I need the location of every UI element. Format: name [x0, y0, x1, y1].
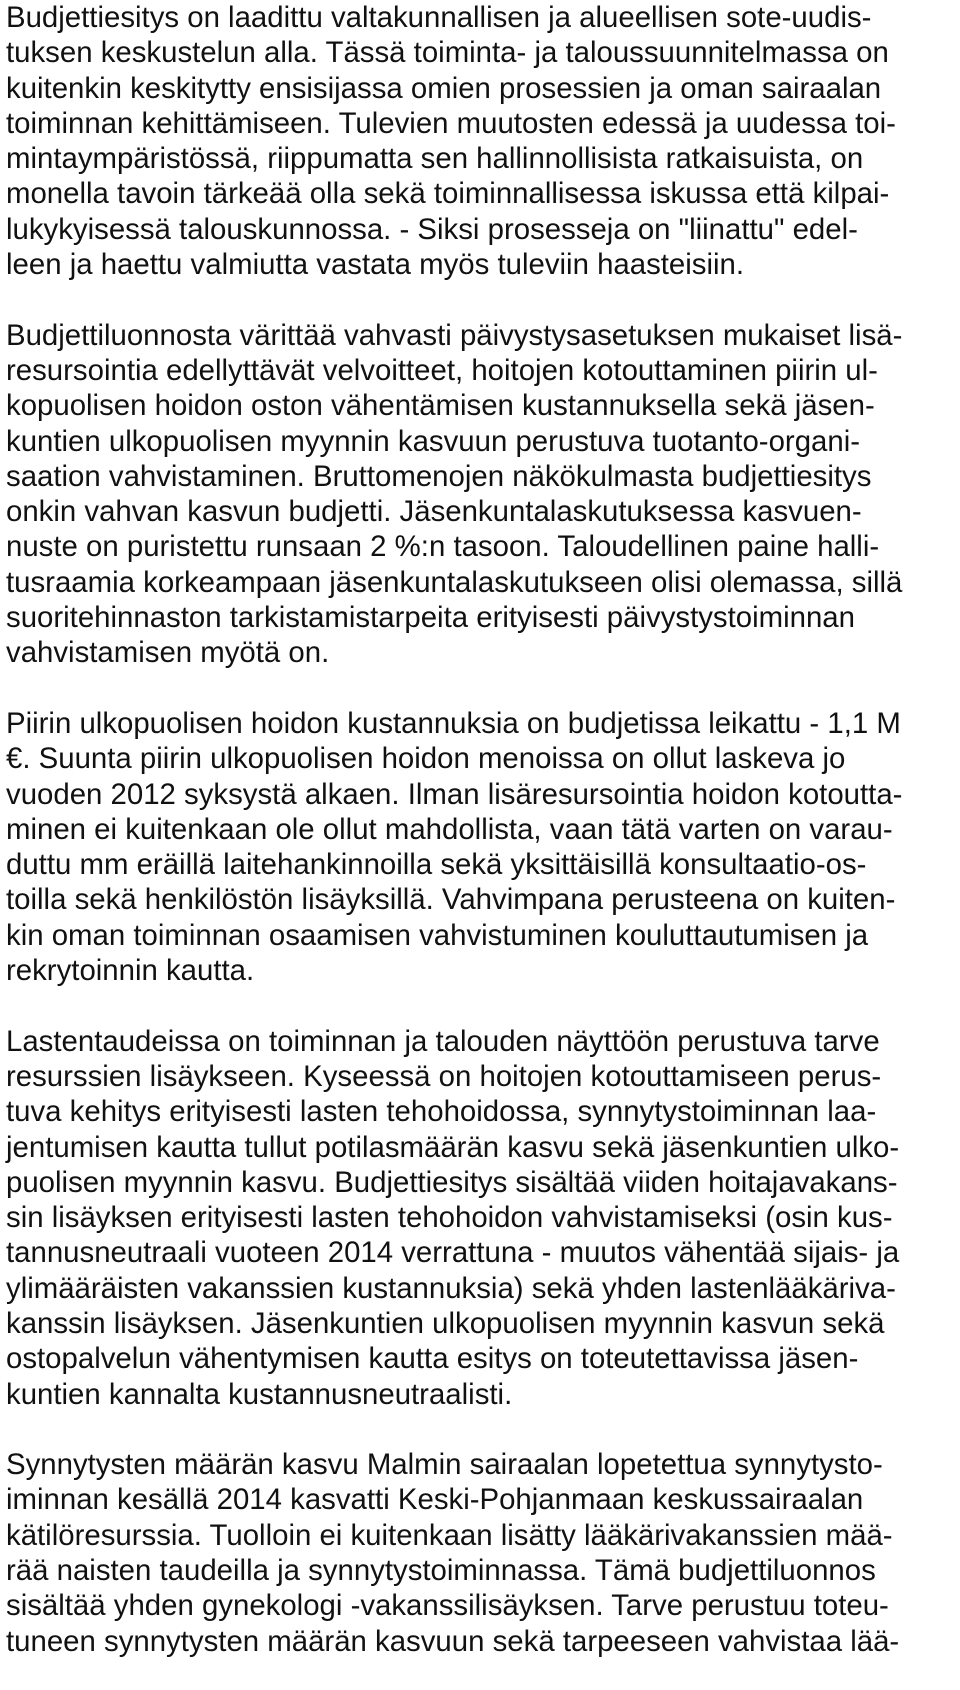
paragraph-line: vahvistamisen myötä on. — [6, 636, 330, 670]
paragraph-line: tuksen keskustelun alla. Tässä toiminta- ja taloussuunnitelmassa on — [6, 36, 889, 70]
paragraph-line: ylimääräisten vakanssien kustannuksia) sekä yhden lastenlääkäriva- — [6, 1271, 896, 1305]
paragraph-line: lukykyisessä talouskunnossa. - Siksi prosesseja on "liinattu" edel- — [6, 212, 858, 246]
paragraph-line: Synnytysten määrän kasvu Malmin sairaalan lopetettua synnytysto- — [6, 1448, 883, 1482]
paragraph-line: Budjettiluonnosta värittää vahvasti päivystysasetuksen mukaiset lisä- — [6, 318, 903, 352]
paragraph-line: rää naisten taudeilla ja synnytystoiminnassa. Tämä budjettiluonnos — [6, 1554, 876, 1588]
body-paragraph — [6, 1024, 960, 1412]
paragraph-line: sin lisäyksen erityisesti lasten tehohoidon vahvistamiseksi (osin kus- — [6, 1201, 893, 1235]
paragraph-line: Lastentaudeissa on toiminnan ja talouden näyttöön perustuva tarve — [6, 1024, 880, 1058]
paragraph-line: Budjettiesitys on laadittu valtakunnallisen ja alueellisen sote-uudis- — [6, 1, 872, 34]
body-paragraph — [6, 706, 960, 988]
body-paragraph — [6, 318, 960, 671]
paragraph-line: minen ei kuitenkaan ole ollut mahdollista, vaan tätä varten on varau- — [6, 812, 893, 846]
paragraph-line: kuitenkin keskitytty ensisijassa omien prosessien ja oman sairaalan — [6, 71, 882, 105]
paragraph-line: tannusneutraali vuoteen 2014 verrattuna - muutos vähentää sijais- ja — [6, 1236, 900, 1270]
paragraph-line: saation vahvistaminen. Bruttomenojen näkökulmasta budjettiesitys — [6, 459, 872, 493]
paragraph-line: duttu mm eräillä laitehankinnoilla sekä yksittäisillä konsultaatio-os- — [6, 848, 867, 882]
body-paragraph — [6, 0, 960, 282]
paragraph-line: tusraamia korkeampaan jäsenkuntalaskutukseen olisi olemassa, sillä — [6, 565, 903, 599]
paragraph-line: jentumisen kautta tullut potilasmäärän kasvu sekä jäsenkuntien ulko- — [6, 1130, 900, 1164]
paragraph-line: tuneen synnytysten määrän kasvuun sekä tarpeeseen vahvistaa lää- — [6, 1624, 900, 1658]
paragraph-line: Piirin ulkopuolisen hoidon kustannuksia on budjetissa leikattu - 1,1 M — [6, 706, 901, 740]
paragraph-line: leen ja haettu valmiutta vastata myös tuleviin haasteisiin. — [6, 248, 745, 282]
paragraph-line: toilla sekä henkilöstön lisäyksillä. Vahvimpana perusteena on kuiten- — [6, 883, 896, 917]
paragraph-line: nuste on puristettu runsaan 2 %:n tasoon. Taloudellinen paine halli- — [6, 530, 880, 564]
paragraph-line: kuntien kannalta kustannusneutraalisti. — [6, 1377, 513, 1411]
paragraph-line: resurssien lisäykseen. Kyseessä on hoitojen kotouttamiseen perus- — [6, 1059, 882, 1093]
paragraph-line: kanssin lisäyksen. Jäsenkuntien ulkopuolisen myynnin kasvun sekä — [6, 1306, 885, 1340]
paragraph-line: sisältää yhden gynekologi -vakanssilisäyksen. Tarve perustuu toteu- — [6, 1589, 889, 1623]
paragraph-line: suoritehinnaston tarkistamistarpeita erityisesti päivystystoiminnan — [6, 601, 855, 635]
paragraph-line: monella tavoin tärkeää olla sekä toiminnallisessa iskussa että kilpai- — [6, 177, 890, 211]
paragraph-line: iminnan kesällä 2014 kasvatti Keski-Pohjanmaan keskussairaalan — [6, 1483, 864, 1517]
body-paragraph — [6, 1447, 960, 1659]
paragraph-line: rekrytoinnin kautta. — [6, 954, 255, 988]
paragraph-line: resursointia edellyttävät velvoitteet, hoitojen kotouttaminen piirin ul- — [6, 353, 878, 387]
paragraph-line: kuntien ulkopuolisen myynnin kasvuun perustuva tuotanto-organi- — [6, 424, 861, 458]
paragraph-line: onkin vahvan kasvun budjetti. Jäsenkuntalaskutuksessa kasvuen- — [6, 495, 862, 529]
paragraph-line: kin oman toiminnan osaamisen vahvistuminen kouluttautumisen ja — [6, 918, 869, 952]
paragraph-line: ostopalvelun vähentymisen kautta esitys on toteutettavissa jäsen- — [6, 1342, 859, 1376]
paragraph-line: kätilöresurssia. Tuolloin ei kuitenkaan lisätty lääkärivakanssien mää- — [6, 1518, 893, 1552]
paragraph-line: mintaympäristössä, riippumatta sen hallinnollisista ratkaisuista, on — [6, 142, 864, 176]
paragraph-line: kopuolisen hoidon oston vähentämisen kustannuksella sekä jäsen- — [6, 389, 875, 423]
paragraph-line: €. Suunta piirin ulkopuolisen hoidon menoissa on ollut laskeva jo — [6, 742, 846, 776]
paragraph-line: toiminnan kehittämiseen. Tulevien muutosten edessä ja uudessa toi- — [6, 106, 896, 140]
paragraph-line: puolisen myynnin kasvu. Budjettiesitys sisältää viiden hoitajavakans- — [6, 1165, 898, 1199]
paragraph-line: vuoden 2012 syksystä alkaen. Ilman lisäresursointia hoidon kotoutta- — [6, 777, 903, 811]
paragraph-line: tuva kehitys erityisesti lasten tehohoidossa, synnytystoiminnan laa- — [6, 1095, 877, 1129]
